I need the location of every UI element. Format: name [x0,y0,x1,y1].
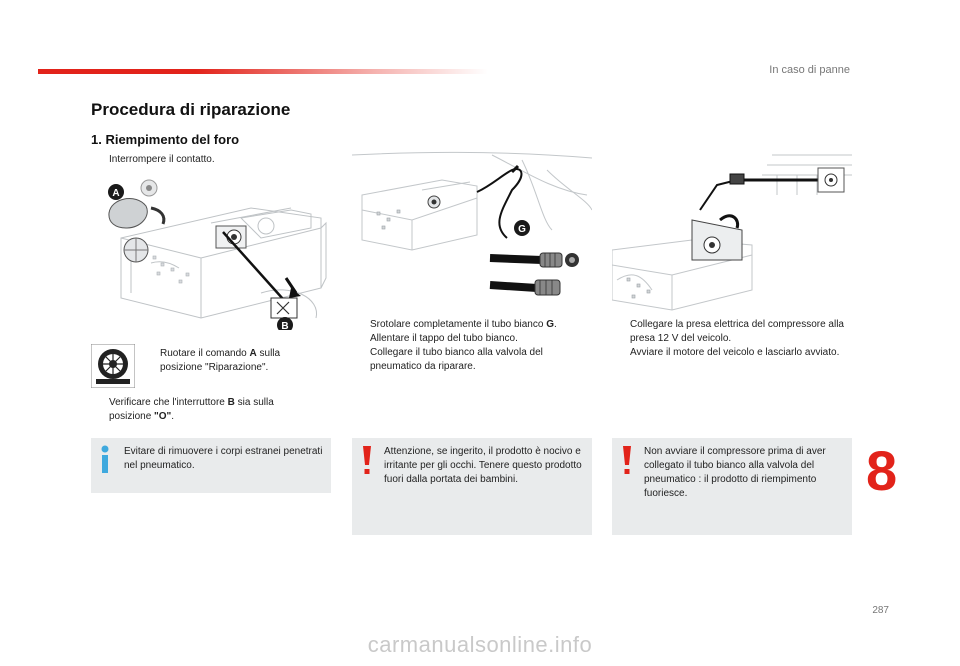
section-title: In caso di panne [769,64,850,76]
warning-note-ingestion: Attenzione, se ingerito, il prodotto è nocivo e irritante per gli occhi. Tenere questo prodotto fuori dalla portata dei bambini. [352,438,592,535]
warning-note-compressor: Non avviare il compressore prima di aver collegato il tubo bianco alla valvola del pneumatico : il prodotto di riempimento fuoriesce. [612,438,852,535]
plug-illustration [612,150,852,315]
watermark: carmanualsonline.info [367,632,593,657]
label-g: G [518,224,526,235]
label-a: A [112,188,120,199]
page-title: Procedura di riparazione [91,100,291,119]
chapter-number: 8 [866,439,898,502]
info-icon [99,444,111,474]
label-b: B [281,321,289,330]
step-start-engine: Avviare il motore del veicolo e lasciarlo avviato. [630,347,840,358]
compressor-illustration [91,168,331,330]
step-loosen-cap: Allentare il tappo del tubo bianco. [370,333,518,344]
section-subtitle: 1. Riempimento del foro [91,132,240,147]
warning-icon [362,446,372,476]
header-accent-bar [38,69,488,74]
tube-illustration [352,150,592,315]
step-interrupt: Interrompere il contatto. [109,154,215,165]
info-note: Evitare di rimuovere i corpi estranei penetrati nel pneumatico. [91,438,331,493]
step-turn-control: Ruotare il comando A sulla posizione "Riparazione". [160,348,281,373]
step-unroll-tube: Srotolare completamente il tubo bianco G. [370,319,557,330]
step-connect-tube: Collegare il tubo bianco alla valvola del pneumatico da riparare. [370,347,543,372]
page-number: 287 [872,605,889,616]
tire-repair-icon [91,344,135,388]
step-connect-plug: Collegare la presa elettrica del compressore alla presa 12 V del veicolo. [630,319,844,344]
step-verify-switch: Verificare che l'interruttore B sia sulla posizione "O". [109,397,274,422]
warning-icon [622,446,632,476]
